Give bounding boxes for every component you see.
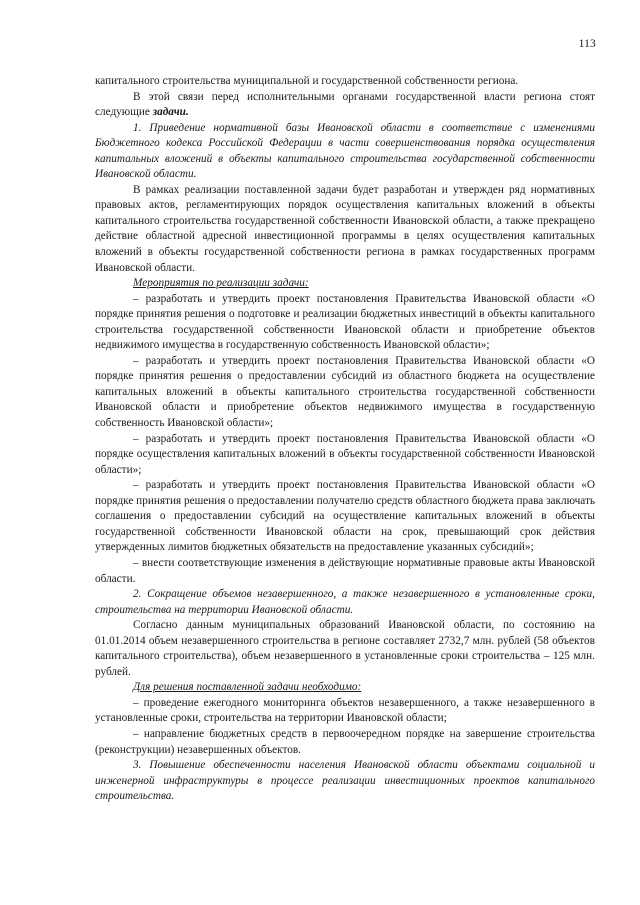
tasks-keyword: задачи. xyxy=(152,106,189,119)
requirements-heading xyxy=(95,680,595,696)
list-item-measure-5: – внести соответствующие изменения в действующие нормативные правовые акты Ивановской области. xyxy=(95,556,595,585)
list-item-measure-3: – разработать и утвердить проект постановления Правительства Ивановской области «О порядке осуществления капитальных вложений в объекты государственной собственности Ивановской области»; xyxy=(95,432,595,476)
document-body xyxy=(95,74,595,805)
list-item-requirement-1: – проведение ежегодного мониторинга объектов незавершенного, а также незавершенного в установленные сроки, строительства на территории Ивановской области; xyxy=(95,696,595,725)
tasks-intro-text: В этой связи перед исполнительными органами государственной власти региона стоят следующие xyxy=(95,90,595,119)
list-item-measure-1: – разработать и утвердить проект постановления Правительства Ивановской области «О порядке принятия решения о подготовке и реализации бюджетных инвестиций в объекты капитального строительства государственной собственности Ивановской области и приобретение объектов недвижимого имущества в государственную собственность Ивановской области»; xyxy=(95,292,595,352)
list-item-requirement-2: – направление бюджетных средств в первоочередном порядке на завершение строительства (реконструкции) незавершенных объектов. xyxy=(95,727,595,756)
task-heading-1: 1. Приведение нормативной базы Ивановской области в соответствие с изменениями Бюджетного кодекса Российской Федерации в части совершенствования порядка осуществления капитальных вложений в объекты капитального строительства государственной собственности Ивановской области. xyxy=(95,121,595,181)
paragraph-continuation: капитального строительства муниципальной и государственной собственности региона. xyxy=(95,75,519,87)
requirements-heading-text: Для решения поставленной задачи необходимо: xyxy=(133,681,362,694)
list-item-measure-4: – разработать и утвердить проект постановления Правительства Ивановской области «О порядке принятия решения о предоставлении получателю средств областного бюджета права заключать соглашения о предоставлении субсидий на осуществление капитальных вложений в объекты государственной собственности Ивановской области на срок, превышающий срок действия утвержденных лимитов бюджетных обязательств на предоставление указанных субсидий»; xyxy=(95,479,595,554)
paragraph-task-2-description: Согласно данным муниципальных образований Ивановской области, по состоянию на 01.01.2014 объем незавершенного строительства в регионе составляет 2732,7 млн. рублей (58 объектов капитального строительства), объем незавершенного в установленные сроки строительства – 125 млн. рублей. xyxy=(95,619,595,678)
paragraph-tasks-intro xyxy=(95,90,595,121)
list-item-measure-2: – разработать и утвердить проект постановления Правительства Ивановской области «О порядке принятия решения о предоставлении субсидий из областного бюджета на осуществление капитальных вложений в объекты капитального строительства государственной собственности Ивановской области и приобретение объектов недвижимого имущества в государственную собственность Ивановской области»; xyxy=(95,354,595,430)
measures-heading xyxy=(95,276,595,292)
task-heading-3: 3. Повышение обеспеченности населения Ивановской области объектами социальной и инженерной инфраструктуры в процессе реализации инвестиционных проектов капитального строительства. xyxy=(95,759,595,803)
task-heading-2: 2. Сокращение объемов незавершенного, а также незавершенного в установленные сроки, строительства на территории Ивановской области. xyxy=(95,588,595,616)
page-number: 113 xyxy=(578,38,596,50)
paragraph-task-1-description: В рамках реализации поставленной задачи будет разработан и утвержден ряд нормативных правовых актов, регламентирующих порядок осуществления капитальных вложений в объекты капитального строительства государственной собственности Ивановской области, а также прекращено действие областной адресной инвестиционной программы в целях осуществления капитальных вложений в объекты государственной собственности региона в рамках государственных программ Ивановской области. xyxy=(95,183,595,274)
measures-heading-text: Мероприятия по реализации задачи: xyxy=(133,277,309,290)
